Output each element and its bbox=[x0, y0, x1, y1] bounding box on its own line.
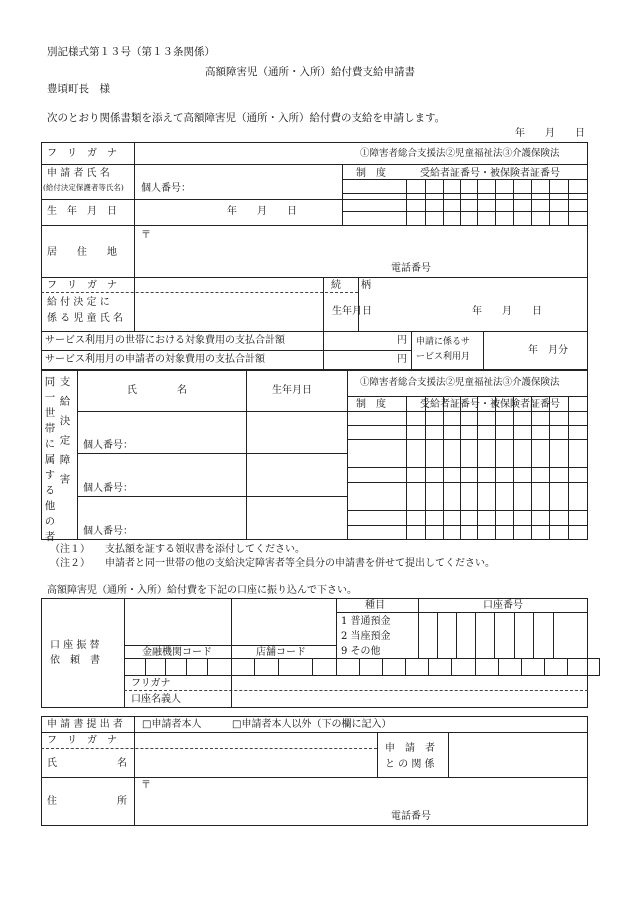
household-cert-header: 受給者証番号・被保険者証番号 bbox=[420, 399, 560, 410]
intro-text: 次のとおり関係書類を添えて高額障害児（通所・入所）給付費の支給を申請します。 bbox=[47, 112, 446, 124]
household-vertical-label: 同一世帯に属する他の者 bbox=[43, 376, 56, 547]
note2-text: 申請者と同一世帯の他の支給決定障害者等全員分の申請書を併せて提出してください。 bbox=[105, 558, 495, 569]
applicant-mynumber-label: 個人番号： bbox=[141, 183, 191, 194]
applicant-seido-label: 制 度 bbox=[356, 168, 386, 179]
postal-mark: 〒 bbox=[141, 230, 151, 241]
submitter-relation-line2: と の 関 係 bbox=[385, 759, 435, 770]
account-type-header: 種目 bbox=[365, 600, 385, 611]
birthdate-label: 生 年 月 日 bbox=[47, 206, 117, 217]
bank-label-line2: 依 頼 書 bbox=[50, 655, 100, 666]
child-birth-value: 年 月 日 bbox=[472, 306, 542, 317]
holder-name-label: 口座名義人 bbox=[131, 694, 181, 705]
applicant-name-sublabel: (給付決定保護者等氏名) bbox=[43, 183, 124, 192]
household-law-options: ①障害者総合支援法②児童福祉法③介護保険法 bbox=[360, 377, 560, 388]
submitter-relation-line1: 申 請 者 bbox=[385, 743, 435, 754]
service-month-label1: 申請に係るサ bbox=[416, 337, 471, 347]
submitter-self-checkbox[interactable]: □申請者本人 bbox=[142, 719, 202, 730]
applicant-law-options: ①障害者総合支援法②児童福祉法③介護保険法 bbox=[360, 148, 560, 159]
note2-mark: （注２） bbox=[50, 558, 90, 569]
account-type-option3: 9 その他 bbox=[341, 646, 381, 657]
household-birth-header: 生年月日 bbox=[272, 385, 312, 396]
bank-label-line1: 口 座 振 替 bbox=[50, 640, 100, 651]
child-label-line2: 係 る 児 童 氏 名 bbox=[47, 313, 123, 324]
applicant-name-label: 申 請 者 氏 名 bbox=[47, 168, 110, 179]
household-vertical-sublabel: 支給決定障害 bbox=[58, 376, 71, 493]
household-name-header: 氏 名 bbox=[127, 385, 187, 396]
submitter-label: 申 請 書 提 出 者 bbox=[47, 719, 123, 730]
service-month-value: 年 月分 bbox=[528, 345, 568, 356]
submitter-furigana-label: フ リ ガ ナ bbox=[47, 735, 117, 746]
addressee: 豊頃町長 様 bbox=[47, 83, 110, 95]
phone-label: 電話番号 bbox=[391, 263, 431, 274]
note1-mark: （注１） bbox=[50, 544, 90, 555]
branch-code-label: 店舗コード bbox=[256, 647, 306, 658]
holder-furigana-label: フリガナ bbox=[131, 678, 171, 689]
birthdate-value: 年 月 日 bbox=[227, 206, 297, 217]
member3-mynumber: 個人番号： bbox=[83, 526, 133, 537]
member2-mynumber: 個人番号： bbox=[83, 483, 133, 494]
household-seido-header: 制 度 bbox=[356, 399, 386, 410]
child-label-line1: 給 付 決 定 に bbox=[47, 297, 110, 308]
submitter-postal-mark: 〒 bbox=[141, 780, 151, 791]
member1-mynumber: 個人番号： bbox=[83, 440, 133, 451]
applicant-total-label: サービス利用月の申請者の対象費用の支払合計額 bbox=[45, 354, 265, 365]
form-title: 高額障害児（通所・入所）給付費支給申請書 bbox=[205, 66, 415, 78]
service-month-label2: ービス利用月 bbox=[416, 352, 471, 362]
account-type-option1: 1 普通預金 bbox=[341, 616, 391, 627]
child-furigana-label: フ リ ガ ナ bbox=[47, 280, 117, 291]
bank-intro: 高額障害児（通所・入所）給付費を下記の口座に振り込んで下さい。 bbox=[47, 585, 357, 596]
child-birth-label: 生年月日 bbox=[332, 306, 372, 317]
relationship-label: 続 柄 bbox=[331, 280, 371, 291]
applicant-total-yen: 円 bbox=[397, 354, 407, 365]
submitter-name-label: 氏 名 bbox=[47, 758, 127, 769]
submitter-other-checkbox[interactable]: □申請者本人以外（下の欄に記入） bbox=[232, 719, 392, 730]
household-total-yen: 円 bbox=[397, 335, 407, 346]
account-number-header: 口座番号 bbox=[483, 600, 523, 611]
bank-code-label: 金融機関コード bbox=[142, 647, 212, 658]
account-type-option2: 2 当座預金 bbox=[341, 631, 391, 642]
address-label: 居 住 地 bbox=[47, 247, 117, 258]
application-date: 年 月 日 bbox=[515, 128, 585, 139]
form-number: 別記様式第１３号（第１３条関係） bbox=[47, 46, 215, 58]
household-total-label: サービス利用月の世帯における対象費用の支払合計額 bbox=[45, 335, 285, 346]
applicant-cert-label: 受給者証番号・被保険者証番号 bbox=[420, 168, 560, 179]
submitter-address-label: 住 所 bbox=[47, 796, 127, 807]
submitter-phone-label: 電話番号 bbox=[391, 811, 431, 822]
applicant-furigana-label: フ リ ガ ナ bbox=[47, 148, 117, 159]
note1-text: 支払額を証する領収書を添付してください。 bbox=[105, 544, 305, 555]
